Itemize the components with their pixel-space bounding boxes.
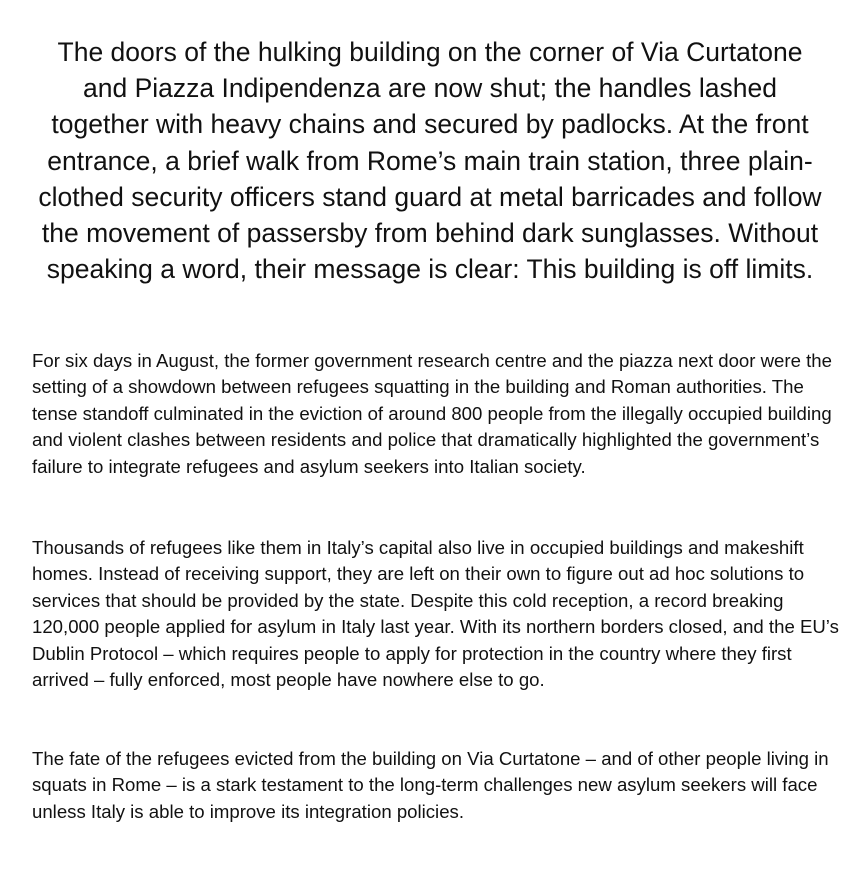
article-paragraph-2: Thousands of refugees like them in Italy’s capital also live in occupied buildings and makeshift homes. Instead of receiving support, they are left on their own to figure out ad hoc solutions to services that should be provided by the state. Despite this cold reception, a record breaking 120,000 people applied for asylum in Italy last year. With its northern borders closed, and the EU’s Dublin Protocol – which requires people to apply for protection in the country where they first arrived – fully enforced, most people have nowhere else to go. (32, 537, 839, 691)
article-paragraph-1: For six days in August, the former government research centre and the piazza next door were the setting of a showdown between refugees squatting in the building and Roman authorities. The tense standoff culminated in the eviction of around 800 people from the illegally occupied building and violent clashes between residents and police that dramatically highlighted the government’s failure to integrate refugees and asylum seekers into Italian society. (32, 350, 832, 477)
article-lede: The doors of the hulking building on the corner of Via Curtatone and Piazza Indipendenza are now shut; the handles lashed together with heavy chains and secured by padlocks. At the front entrance, a brief walk from Rome’s main train station, three plain-clothed security officers stand guard at metal barricades and follow the movement of passersby from behind dark sunglasses. Without speaking a word, their message is clear: This building is off limits. (38, 37, 822, 285)
article-paragraph-3: The fate of the refugees evicted from the building on Via Curtatone – and of other people living in squats in Rome – is a stark testament to the long-term challenges new asylum seekers will face unless Italy is able to improve its integration policies. (32, 748, 829, 822)
